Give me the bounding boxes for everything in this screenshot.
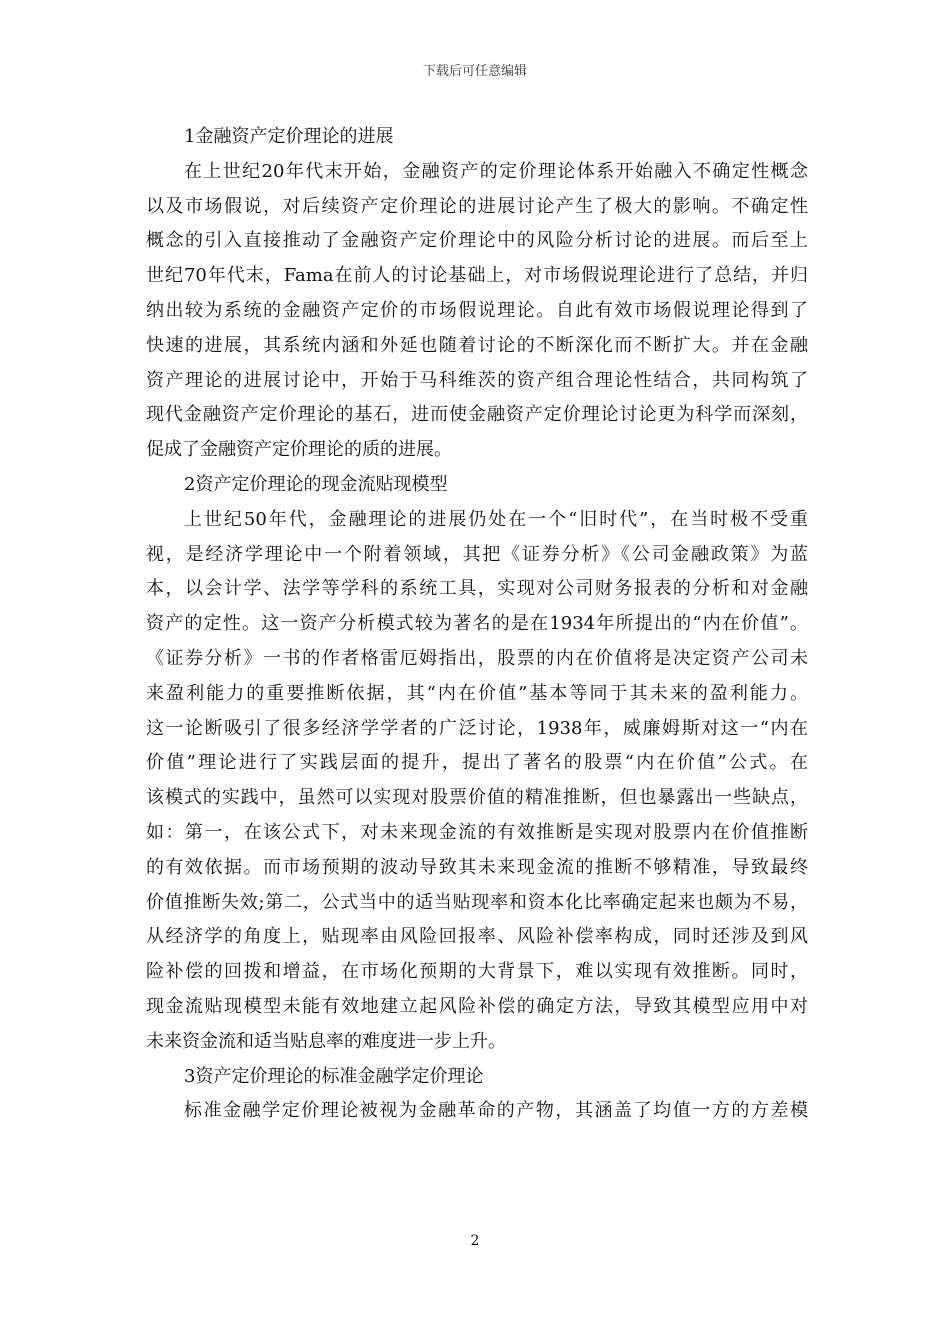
text-line: 这一论断吸引了很多经济学学者的广泛讨论，1938年，威廉姆斯对这一“内在 (146, 717, 808, 739)
text-line: 视，是经济学理论中一个附着领域，其把《证券分析》《公司金融政策》为蓝 (146, 543, 808, 565)
text-line: 本，以会计学、法学等学科的系统工具，实现对公司财务报表的分析和对金融 (146, 578, 808, 600)
text-line: 资产理论的进展讨论中，开始于马科维茨的资产组合理论性结合，共同构筑了 (146, 369, 808, 391)
text-line: 上世纪50年代，金融理论的进展仍处在一个“旧时代”，在当时极不受重 (184, 508, 808, 530)
text-line: 在上世纪20年代末开始，金融资产的定价理论体系开始融入不确定性概念 (184, 160, 808, 182)
text-line: 世纪70年代末，Fama在前人的讨论基础上，对市场假说理论进行了总结，并归 (146, 265, 808, 287)
text-line: 标准金融学定价理论被视为金融革命的产物，其涵盖了均值一方的方差模 (184, 1100, 808, 1122)
section-heading: 1金融资产定价理论的进展 (184, 126, 394, 147)
page-header: 下载后可任意编辑 (422, 64, 527, 79)
text-line: 现代金融资产定价理论的基石，进而使金融资产定价理论讨论更为科学而深刻， (146, 404, 808, 426)
text-line: 现金流贴现模型未能有效地建立起风险补偿的确定方法，导致其模型应用中对 (146, 995, 808, 1017)
text-line: 快速的进展，其系统内涵和外延也随着讨论的不断深化而不断扩大。并在金融 (146, 334, 808, 356)
text-line: 价值”理论进行了实践层面的提升，提出了著名的股票“内在价值”公式。在 (146, 752, 808, 774)
page-number: 2 (470, 1233, 480, 1249)
text-line: 促成了金融资产定价理论的质的进展。 (146, 439, 452, 461)
text-line: 概念的引入直接推动了金融资产定价理论中的风险分析讨论的进展。而后至上 (146, 230, 808, 252)
text-line: 以及市场假说，对后续资产定价理论的进展讨论产生了极大的影响。不确定性 (146, 195, 808, 217)
text-line: 该模式的实践中，虽然可以实现对股票价值的精准推断，但也暴露出一些缺点， (146, 787, 808, 809)
text-line: 险补偿的回拨和增益，在市场化预期的大背景下，难以实现有效推断。同时， (146, 961, 808, 983)
document-body (146, 120, 808, 1129)
text-line: 纳出较为系统的金融资产定价的市场假说理论。自此有效市场假说理论得到了 (146, 299, 808, 321)
text-line: 资产的定性。这一资产分析模式较为著名的是在1934年所提出的“内在价值”。 (146, 613, 808, 635)
text-line: 如：第一，在该公式下，对未来现金流的有效推断是实现对股票内在价值推断 (146, 821, 808, 843)
text-line: 从经济学的角度上，贴现率由风险回报率、风险补偿率构成，同时还涉及到风 (146, 926, 808, 948)
section-heading: 2资产定价理论的现金流贴现模型 (184, 473, 448, 495)
text-line: 未来资金流和适当贴息率的难度进一步上升。 (146, 1030, 506, 1052)
text-line: 价值推断失效;第二，公式当中的适当贴现率和资本化比率确定起来也颇为不易， (146, 891, 808, 913)
text-line: 《证券分析》一书的作者格雷厄姆指出，股票的内在价值将是决定资产公司未 (146, 647, 808, 669)
text-line: 的有效依据。而市场预期的波动导致其未来现金流的推断不够精准，导致最终 (146, 856, 808, 878)
section-heading: 3资产定价理论的标准金融学定价理论 (184, 1065, 484, 1087)
text-line: 来盈利能力的重要推断依据，其“内在价值”基本等同于其未来的盈利能力。 (146, 682, 808, 704)
